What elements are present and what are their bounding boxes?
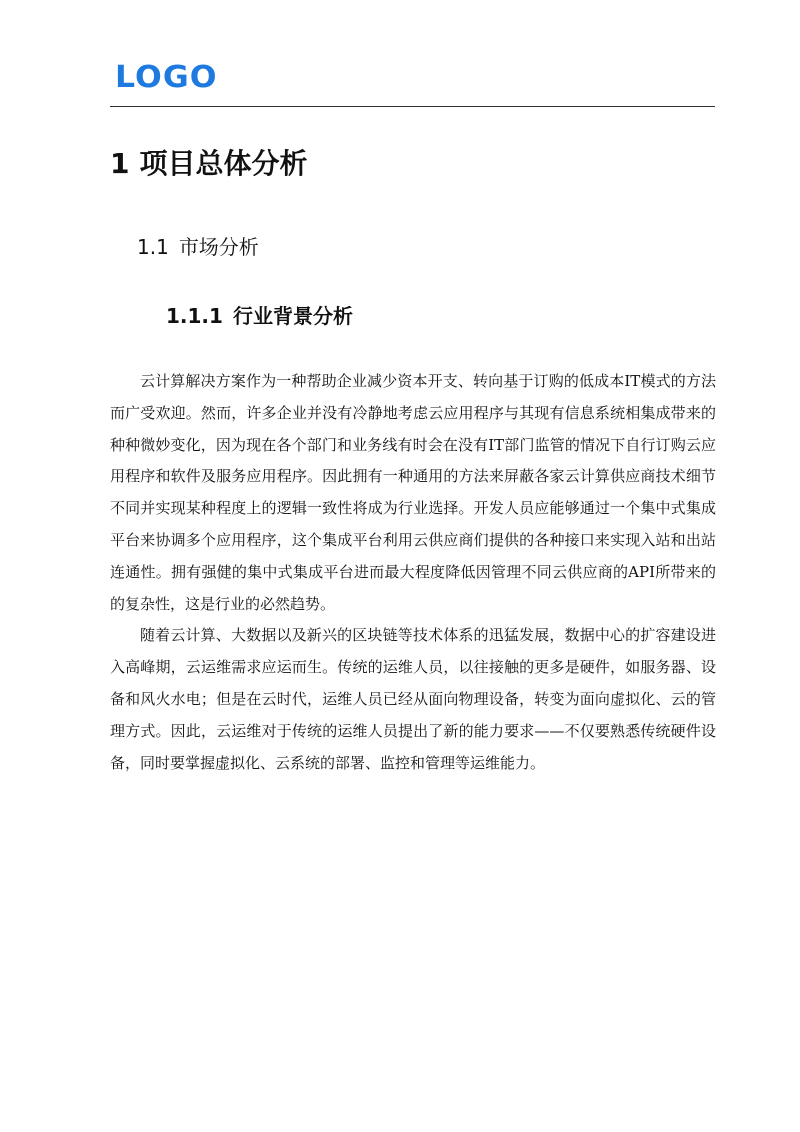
heading-1-number: 1 [110,147,130,180]
heading-2 [137,232,259,262]
heading-2-number: 1.1 [137,235,169,259]
heading-2-title: 市场分析 [178,235,259,259]
heading-3 [166,301,353,331]
logo: LOGO [115,60,218,95]
page-header [110,62,715,107]
heading-3-title: 行业背景分析 [232,304,353,328]
heading-3-number: 1.1.1 [166,304,223,328]
paragraph-1: 云计算解决方案作为一种帮助企业减少资本开支、转向基于订购的低成本IT模式的方法而广受欢迎。然而，许多企业并没有冷静地考虑云应用程序与其现有信息系统相集成带来的种种微妙变化，因为现在各个部门和业务线有时会在没有IT部门监管的情况下自行订购云应用程序和软件及服务应用程序。因此拥有一种通用的方法来屏蔽各家云计算供应商技术细节不同并实现某种程度上的逻辑一致性将成为行业选择。开发人员应能够通过一个集中式集成平台来协调多个应用程序，这个集成平台利用云供应商们提供的各种接口来实现入站和出站连通性。拥有强健的集中式集成平台进而最大程度降低因管理不同云供应商的API所带来的的复杂性，这是行业的必然趋势。 [110,372,716,613]
paragraph-2: 随着云计算、大数据以及新兴的区块链等技术体系的迅猛发展，数据中心的扩容建设进入高峰期，云运维需求应运而生。传统的运维人员，以往接触的更多是硬件，如服务器、设备和风火水电；但是在云时代，运维人员已经从面向物理设备，转变为面向虚拟化、云的管理方式。因此，云运维对于传统的运维人员提出了新的能力要求——不仅要熟悉传统硬件设备，同时要掌握虚拟化、云系统的部署、监控和管理等运维能力。 [110,626,716,772]
body-text [110,366,716,779]
heading-1 [110,144,308,184]
heading-1-title: 项目总体分析 [139,147,308,180]
